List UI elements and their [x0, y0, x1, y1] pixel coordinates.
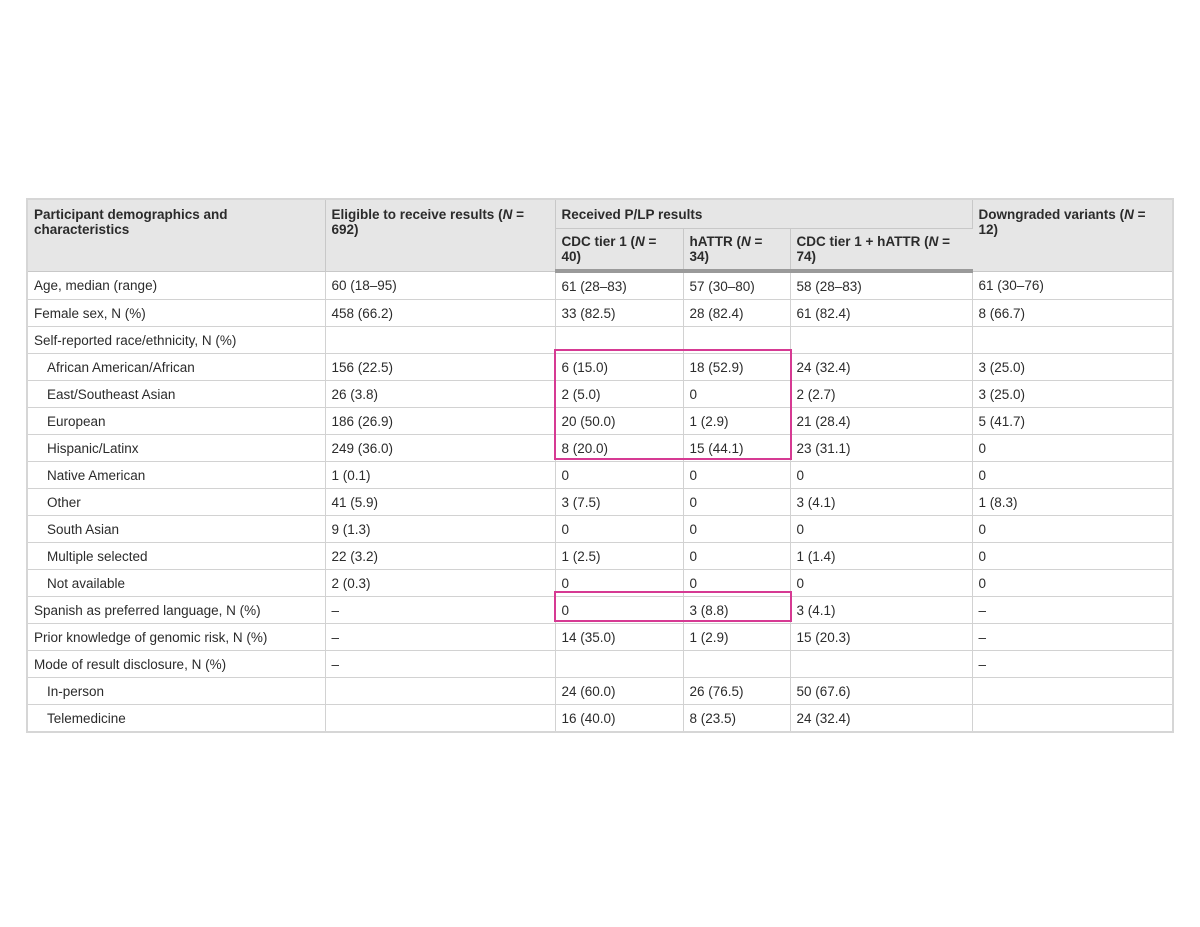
table-cell: 2 (0.3)	[325, 570, 555, 597]
table-cell: 6 (15.0)	[555, 354, 683, 381]
table-cell	[790, 651, 972, 678]
row-label: Not available	[28, 570, 325, 597]
table-cell: 16 (40.0)	[555, 705, 683, 732]
row-label: Hispanic/Latinx	[28, 435, 325, 462]
table-row	[28, 651, 1172, 678]
header-downgraded-n: N	[1124, 207, 1134, 222]
table-cell: 0	[683, 570, 790, 597]
table-cell: –	[972, 651, 1172, 678]
table-cell: 3 (25.0)	[972, 381, 1172, 408]
table-cell: 1 (2.9)	[683, 624, 790, 651]
table-cell: 41 (5.9)	[325, 489, 555, 516]
table-row	[28, 327, 1172, 354]
row-label: Native American	[28, 462, 325, 489]
table-cell: 186 (26.9)	[325, 408, 555, 435]
table-cell: 0	[790, 516, 972, 543]
table-cell: 249 (36.0)	[325, 435, 555, 462]
row-label: Telemedicine	[28, 705, 325, 732]
header-received: Received P/LP results	[555, 200, 972, 229]
table-cell: 24 (32.4)	[790, 705, 972, 732]
table-row	[28, 516, 1172, 543]
table-row	[28, 624, 1172, 651]
table-row	[28, 597, 1172, 624]
table-cell: 58 (28–83)	[790, 271, 972, 300]
row-label: Self-reported race/ethnicity, N (%)	[28, 327, 325, 354]
row-label: South Asian	[28, 516, 325, 543]
header-downgraded-suffix: = 12)	[978, 207, 1146, 237]
table-row	[28, 271, 1172, 300]
row-label: Age, median (range)	[28, 271, 325, 300]
table-cell: 0	[683, 381, 790, 408]
table-cell: 23 (31.1)	[790, 435, 972, 462]
header-combined-prefix: CDC tier 1 + hATTR (	[796, 234, 929, 249]
table-cell: 1 (8.3)	[972, 489, 1172, 516]
table-cell: –	[325, 651, 555, 678]
table-cell: 24 (32.4)	[790, 354, 972, 381]
header-cdc-n: N	[635, 234, 645, 249]
table-cell: 26 (3.8)	[325, 381, 555, 408]
table-cell: 0	[972, 435, 1172, 462]
table-row	[28, 678, 1172, 705]
header-cdc-tier1	[555, 229, 683, 272]
table-body	[28, 271, 1172, 731]
table-cell: 26 (76.5)	[683, 678, 790, 705]
table-cell: 0	[683, 462, 790, 489]
table-cell: 458 (66.2)	[325, 300, 555, 327]
table-cell: 20 (50.0)	[555, 408, 683, 435]
table-cell: 1 (1.4)	[790, 543, 972, 570]
table-cell	[683, 327, 790, 354]
table-cell	[790, 327, 972, 354]
table-row	[28, 570, 1172, 597]
table-cell: 3 (25.0)	[972, 354, 1172, 381]
table-row	[28, 543, 1172, 570]
table-row	[28, 354, 1172, 381]
table-cell: 24 (60.0)	[555, 678, 683, 705]
table-cell: 5 (41.7)	[972, 408, 1172, 435]
row-label: Other	[28, 489, 325, 516]
table-cell: 28 (82.4)	[683, 300, 790, 327]
table-cell: 3 (4.1)	[790, 489, 972, 516]
table-cell: 8 (66.7)	[972, 300, 1172, 327]
table-cell	[325, 678, 555, 705]
header-cdc-suffix: = 40)	[561, 234, 657, 264]
table-cell: 9 (1.3)	[325, 516, 555, 543]
table-cell: 57 (30–80)	[683, 271, 790, 300]
table-row	[28, 435, 1172, 462]
table-cell: 3 (7.5)	[555, 489, 683, 516]
header-hattr	[683, 229, 790, 272]
table-cell: 0	[972, 516, 1172, 543]
header-eligible-n: N	[502, 207, 513, 222]
row-label: Female sex, N (%)	[28, 300, 325, 327]
header-combined-suffix: = 74)	[796, 234, 951, 264]
table-cell: –	[325, 597, 555, 624]
table-cell: 156 (22.5)	[325, 354, 555, 381]
table-cell: 0	[683, 489, 790, 516]
table-cell: –	[972, 597, 1172, 624]
header-downgraded	[972, 200, 1172, 271]
table-cell: 18 (52.9)	[683, 354, 790, 381]
table-row	[28, 408, 1172, 435]
header-hattr-prefix: hATTR (	[689, 234, 741, 249]
demographics-table	[28, 200, 1172, 731]
table-cell: 1 (2.9)	[683, 408, 790, 435]
table-cell: 3 (4.1)	[790, 597, 972, 624]
header-hattr-suffix: = 34)	[689, 234, 763, 264]
row-label: African American/African	[28, 354, 325, 381]
row-label: European	[28, 408, 325, 435]
row-label: Spanish as preferred language, N (%)	[28, 597, 325, 624]
row-label: East/Southeast Asian	[28, 381, 325, 408]
table-cell: –	[325, 624, 555, 651]
table-cell	[972, 678, 1172, 705]
row-label: In-person	[28, 678, 325, 705]
table-cell: 0	[790, 570, 972, 597]
table-cell: 0	[972, 543, 1172, 570]
table-cell: 22 (3.2)	[325, 543, 555, 570]
table-cell: 2 (5.0)	[555, 381, 683, 408]
table-cell: 21 (28.4)	[790, 408, 972, 435]
table-cell: 0	[972, 462, 1172, 489]
header-downgraded-prefix: Downgraded variants (	[978, 207, 1125, 222]
table-cell: 61 (30–76)	[972, 271, 1172, 300]
table-cell	[555, 651, 683, 678]
table-cell	[972, 327, 1172, 354]
row-label: Multiple selected	[28, 543, 325, 570]
header-eligible	[325, 200, 555, 271]
table-cell: 61 (28–83)	[555, 271, 683, 300]
table-cell: 1 (2.5)	[555, 543, 683, 570]
table-cell: 8 (23.5)	[683, 705, 790, 732]
table-row	[28, 489, 1172, 516]
header-combined	[790, 229, 972, 272]
table-cell	[325, 705, 555, 732]
table-cell: 15 (44.1)	[683, 435, 790, 462]
header-combined-n: N	[928, 234, 939, 249]
table-cell: 0	[683, 516, 790, 543]
table-row	[28, 300, 1172, 327]
row-label: Mode of result disclosure, N (%)	[28, 651, 325, 678]
header-cdc-prefix: CDC tier 1 (	[561, 234, 636, 249]
table-cell	[683, 651, 790, 678]
table-cell: 1 (0.1)	[325, 462, 555, 489]
table-row	[28, 705, 1172, 732]
table-row	[28, 462, 1172, 489]
row-label: Prior knowledge of genomic risk, N (%)	[28, 624, 325, 651]
table-cell: 50 (67.6)	[790, 678, 972, 705]
header-eligible-prefix: Eligible to receive results (	[331, 207, 503, 222]
table-cell: 14 (35.0)	[555, 624, 683, 651]
table-cell: 0	[972, 570, 1172, 597]
header-eligible-suffix: = 692)	[331, 207, 524, 237]
header-participant: Participant demographics and characteristics	[28, 200, 325, 271]
table-cell	[972, 705, 1172, 732]
table-cell	[555, 327, 683, 354]
table-cell: 60 (18–95)	[325, 271, 555, 300]
table-cell: 3 (8.8)	[683, 597, 790, 624]
table-cell: 33 (82.5)	[555, 300, 683, 327]
table-row	[28, 381, 1172, 408]
table-cell: 0	[555, 516, 683, 543]
table-cell: 2 (2.7)	[790, 381, 972, 408]
table-cell: –	[972, 624, 1172, 651]
table-cell: 0	[555, 597, 683, 624]
table-cell	[325, 327, 555, 354]
table-cell: 15 (20.3)	[790, 624, 972, 651]
table-cell: 0	[683, 543, 790, 570]
demographics-table-container	[26, 198, 1174, 733]
table-cell: 8 (20.0)	[555, 435, 683, 462]
table-cell: 0	[555, 570, 683, 597]
header-hattr-n: N	[740, 234, 751, 249]
table-cell: 0	[555, 462, 683, 489]
table-cell: 61 (82.4)	[790, 300, 972, 327]
table-cell: 0	[790, 462, 972, 489]
